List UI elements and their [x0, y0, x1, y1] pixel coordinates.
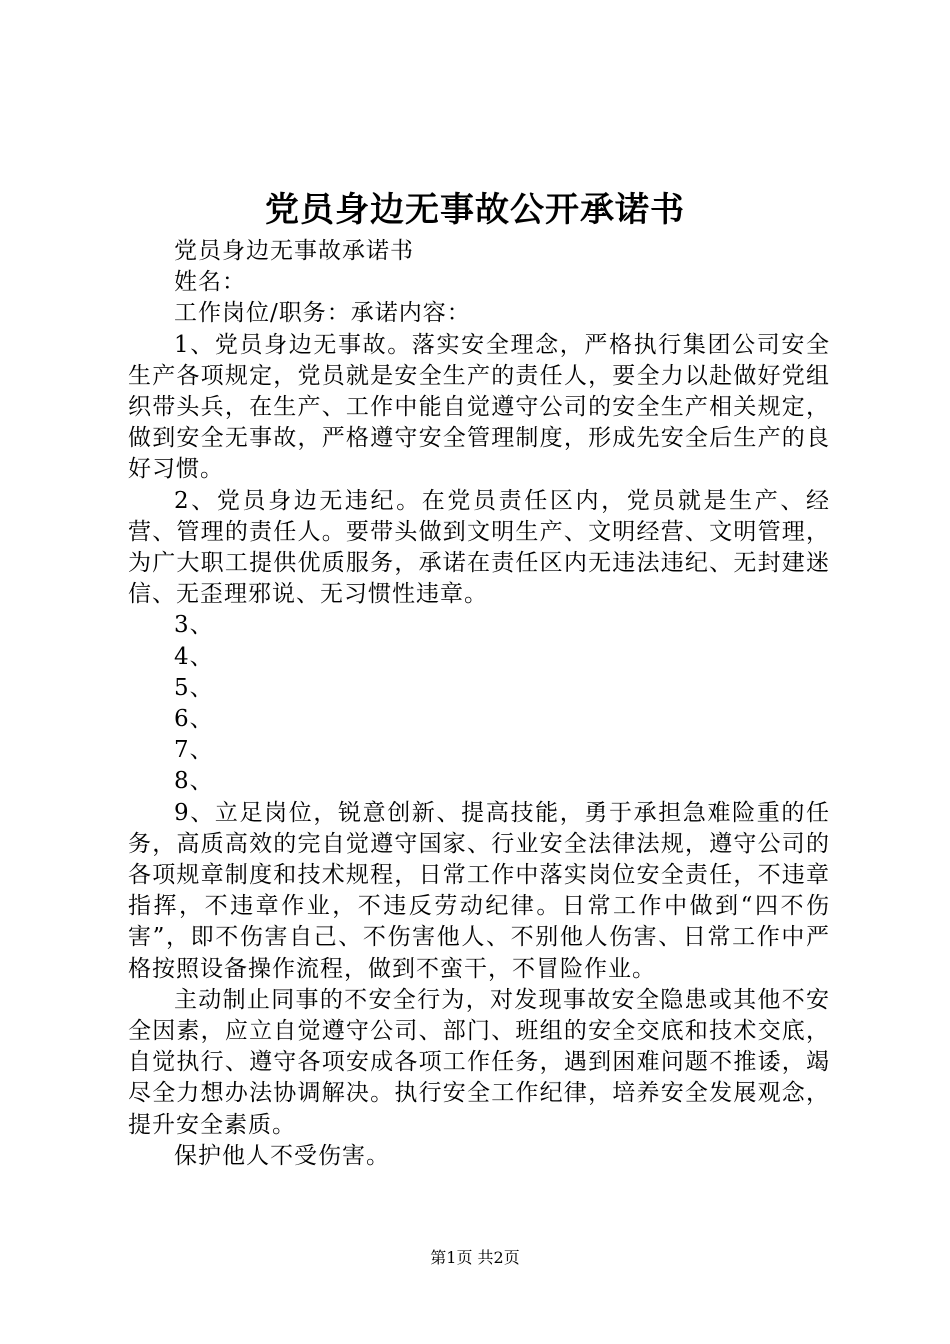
paragraph: 1、党员身边无事故。落实安全理念，严格执行集团公司安全生产各项规定，党员就是安全生产的责任人，要全力以赴做好党组织带头兵，在生产、工作中能自觉遵守公司的安全生产相关规定，做到安全无事故，严格遵守安全管理制度，形成先安全后生产的良好习惯。	[128, 331, 830, 483]
paragraph: 党员身边无事故承诺书	[174, 238, 414, 264]
paragraph: 9、立足岗位，锐意创新、提高技能，勇于承担急难险重的任务，高质高效的完自觉遵守国家、行业安全法律法规，遵守公司的各项规章制度和技术规程，日常工作中落实岗位安全责任，不违章指挥，不违章作业，不违反劳动纪律。日常工作中做到“四不伤害”，即不伤害自己、不伤害他人、不别他人伤害、日常工作中严格按照设备操作流程，做到不蛮干，不冒险作业。	[128, 799, 830, 982]
paragraph: 工作岗位/职务：承诺内容：	[174, 300, 471, 327]
paragraph: 5、	[174, 674, 214, 701]
page-footer: 第1页 共2页	[430, 1248, 520, 1267]
paragraph: 主动制止同事的不安全行为，对发现事故安全隐患或其他不安全因素，应立自觉遵守公司、部门、班组的安全交底和技术交底，自觉执行、遵守各项安成各项工作任务，遇到困难问题不推诿，竭尽全力想办法协调解决。执行安全工作纪律，培养安全发展观念，提升安全素质。	[128, 986, 830, 1138]
paragraph: 2、党员身边无违纪。在党员责任区内，党员就是生产、经营、管理的责任人。要带头做到文明生产、文明经营、文明管理，为广大职工提供优质服务，承诺在责任区内无违法违纪、无封建迷信、无歪理邪说、无习惯性违章。	[128, 487, 830, 608]
paragraph: 姓名：	[174, 269, 246, 296]
document-title: 党员身边无事故公开承诺书	[265, 190, 685, 230]
paragraph: 4、	[174, 643, 214, 670]
paragraph: 保护他人不受伤害。	[174, 1142, 390, 1169]
document-body	[128, 236, 830, 1172]
paragraph: 7、	[174, 737, 214, 764]
paragraph: 6、	[174, 706, 214, 733]
paragraph: 8、	[174, 768, 214, 795]
paragraph: 3、	[174, 612, 214, 639]
